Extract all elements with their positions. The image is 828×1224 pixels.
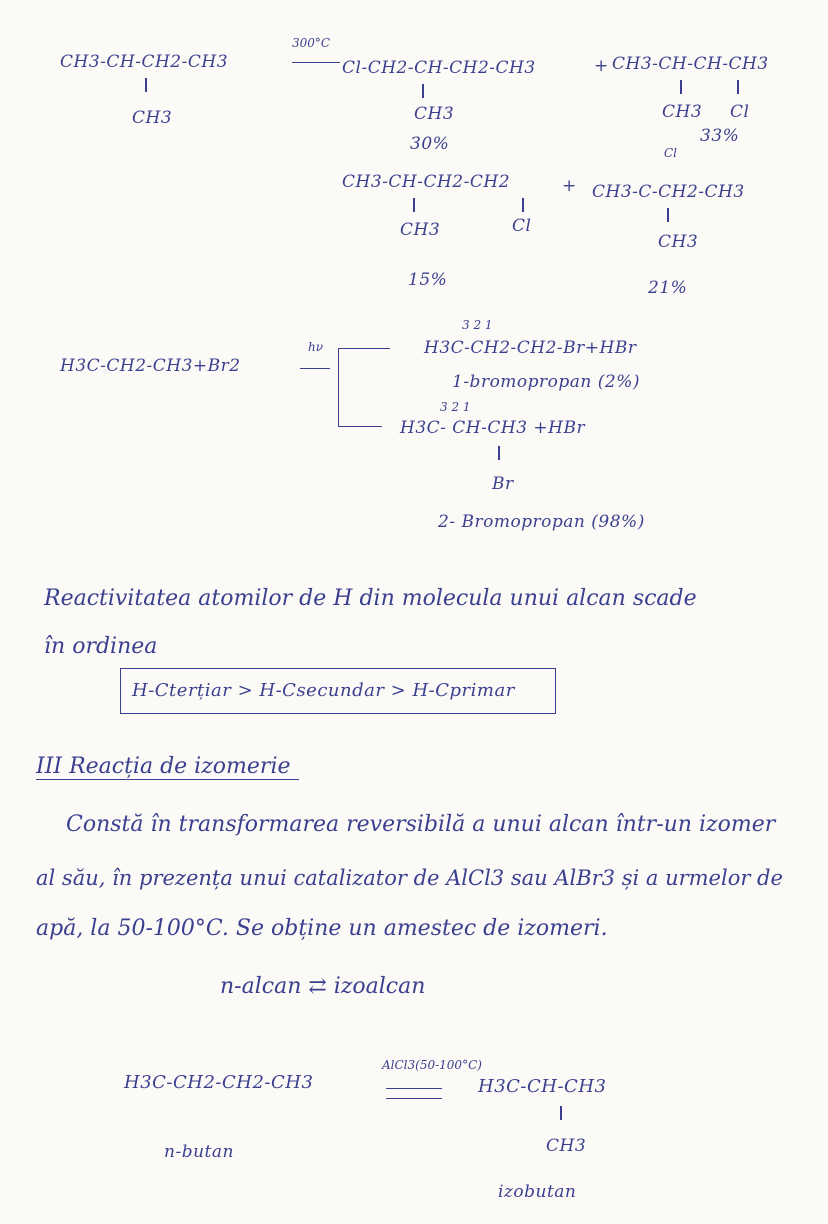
bond-line [422, 84, 424, 98]
chlorination-product1-branch: CH3 [414, 104, 455, 124]
isomerization-line2: al său, în prezența unui catalizator de AlCl3 sau AlBr3 și a urmelor de [36, 866, 783, 890]
chlorination-product1: Cl-CH2-CH-CH2-CH3 [342, 58, 536, 78]
bond-line [498, 446, 500, 460]
bromination-product2: H3C- CH-CH3 +HBr [400, 418, 586, 438]
branch-arrow-bottom [338, 426, 382, 427]
section-heading: III Reacția de izomerie [36, 754, 299, 780]
bromination-product1-name: 1-bromopropan (2%) [452, 372, 641, 392]
bond-line [560, 1106, 562, 1120]
bond-line [680, 80, 682, 94]
chlorination-product3-percent: 15% [408, 270, 448, 290]
branch-bracket [338, 348, 339, 426]
reaction-arrow-reverse [386, 1098, 442, 1099]
reaction-arrow [300, 368, 330, 369]
chlorination-product4-top: Cl [664, 146, 678, 160]
chlorination-plus: + [594, 56, 609, 76]
bond-line [737, 80, 739, 94]
chlorination-product2-sub1: CH3 [662, 102, 703, 122]
reactivity-sentence-continued: în ordinea [44, 634, 158, 659]
chlorination-condition: 300°C [292, 36, 331, 50]
isomerization-reactant-name: n-butan [164, 1142, 234, 1162]
reaction-arrow [292, 62, 340, 63]
reactivity-sentence: Reactivitatea atomilor de H din molecula unui alcan scade [44, 586, 697, 611]
chlorination-product4: CH3-C-CH2-CH3 [592, 182, 745, 202]
isomerization-condition: AlCl3(50-100°C) [382, 1058, 482, 1072]
chlorination-reactant: CH3-CH-CH2-CH3 [60, 52, 229, 72]
chlorination-product4-bottom: CH3 [658, 232, 699, 252]
branch-arrow-top [338, 348, 390, 349]
bond-line [413, 198, 415, 212]
chlorination-product4-percent: 21% [648, 278, 688, 298]
bond-line [145, 78, 147, 92]
bromination-numbers-top: 3 2 1 [462, 318, 493, 332]
bond-line [667, 208, 669, 222]
chlorination-plus: + [562, 176, 577, 196]
chlorination-reactant-branch: CH3 [132, 108, 173, 128]
isomerization-line1: Constă în transformarea reversibilă a unui alcan într-un izomer [66, 812, 776, 837]
bromination-product2-name: 2- Bromopropan (98%) [438, 512, 645, 532]
chlorination-product1-percent: 30% [410, 134, 450, 154]
bromination-product2-sub: Br [492, 474, 514, 494]
chlorination-product3-sub2: Cl [512, 216, 532, 236]
isomerization-reactant: H3C-CH2-CH2-CH3 [124, 1072, 314, 1093]
chlorination-product2-percent: 33% [700, 126, 740, 146]
isomerization-product: H3C-CH-CH3 [478, 1076, 607, 1097]
reactivity-order: H-Cterțiar > H-Csecundar > H-Cprimar [132, 680, 515, 701]
bromination-condition: hν [308, 340, 324, 354]
bromination-product1: H3C-CH2-CH2-Br+HBr [424, 338, 637, 358]
bromination-reactant: H3C-CH2-CH3+Br2 [60, 356, 241, 376]
isomerization-product-name: izobutan [498, 1182, 577, 1202]
bond-line [522, 198, 524, 212]
chlorination-product3-sub1: CH3 [400, 220, 441, 240]
chlorination-product2-sub2: Cl [730, 102, 750, 122]
isomerization-product-branch: CH3 [546, 1136, 587, 1156]
isomerization-line3: apă, la 50-100°C. Se obține un amestec de izomeri. [36, 916, 608, 941]
chlorination-product2: CH3-CH-CH-CH3 [612, 54, 769, 74]
reaction-arrow-forward [386, 1088, 442, 1089]
chlorination-product3: CH3-CH-CH2-CH2 [342, 172, 511, 192]
bromination-numbers-mid: 3 2 1 [440, 400, 471, 414]
isomerization-general: n-alcan ⇄ izoalcan [220, 974, 426, 999]
